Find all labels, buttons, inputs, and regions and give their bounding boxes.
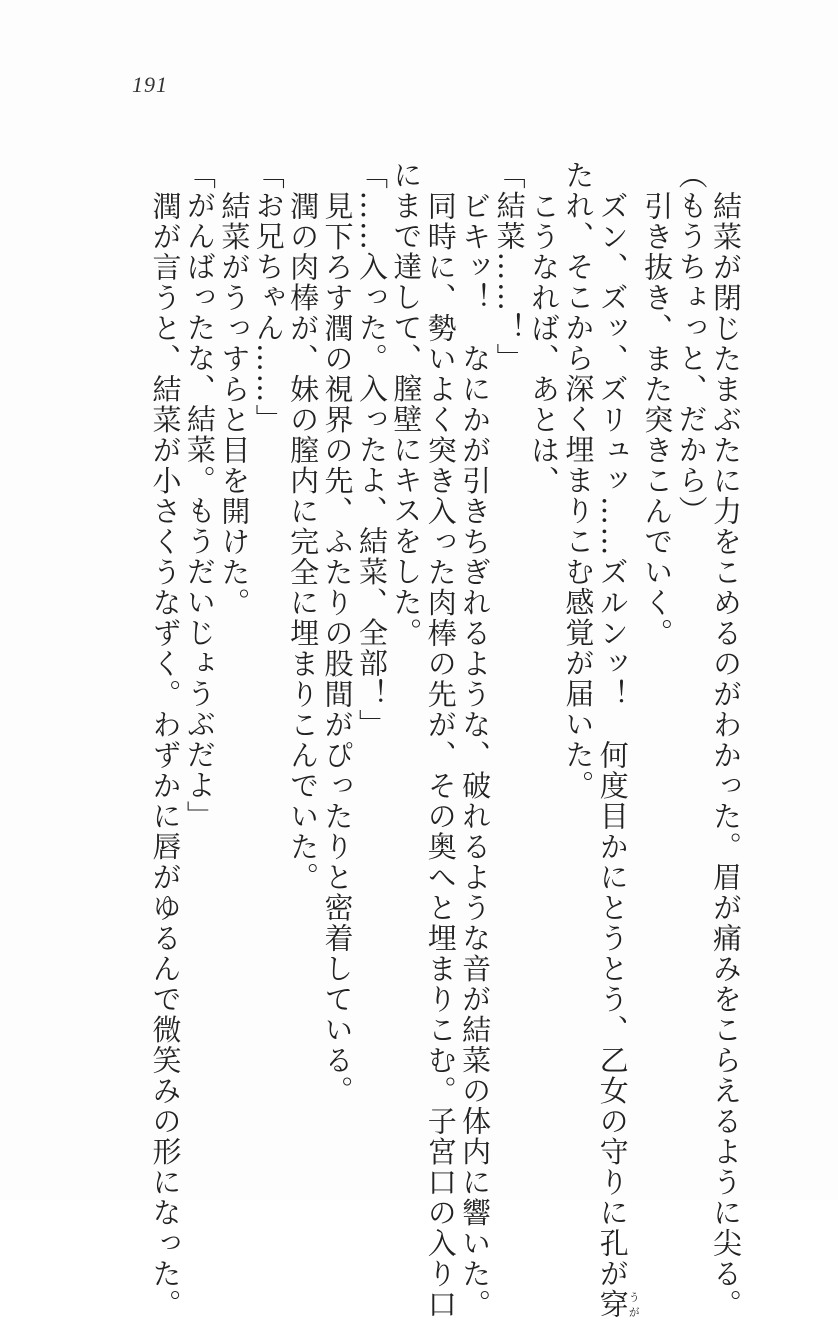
text-line: にまで達して、膣壁にキスをした。: [389, 160, 424, 648]
text-line: 結菜が閉じたまぶたに力をこめるのがわかった。眉が痛みをこらえるように尖る。: [709, 191, 743, 1320]
text-line: ビキッ！ なにかが引きちぎれるような、破れるような音が結菜の体内に響いた。: [458, 191, 493, 1320]
ruby-annotation: 穿うが: [595, 1289, 641, 1320]
text-line: 潤の肉棒が、妹の膣内に完全に埋まりこんでいた。: [286, 191, 321, 893]
text-line: 引き抜き、また突きこんでいく。: [640, 191, 675, 649]
text-line: 「お兄ちゃん……」: [251, 160, 286, 435]
text-line: 「……入った。入ったよ、結菜、全部！」: [354, 160, 389, 740]
text-line: 「結菜……！」: [492, 160, 527, 374]
text-line: たれ、そこから深く埋まりこむ感覚が届いた。: [561, 160, 596, 801]
text-line: 見下ろす潤の視界の先、ふたりの股間がぴったりと密着している。: [320, 191, 355, 1106]
text-line: 「がんばったな、結菜。もうだいじょうぶだよ」: [182, 160, 217, 831]
page-number: 191: [132, 72, 168, 97]
text-line: 結菜がうっすらと目を開けた。: [217, 191, 252, 618]
body-text: [148, 160, 743, 1320]
text-line: 潤が言うと、結菜が小さくうなずく。わずかに唇がゆるんで微笑みの形になった。: [148, 191, 183, 1320]
text-line: （もうちょっと、だから）: [674, 160, 709, 526]
text-line: ズン、ズッ、ズリュッ……ズルンッ！ 何度目かにとうとう、乙女の守りに孔が穿うが: [595, 191, 641, 1320]
text-line: こうなれば、あとは、: [526, 191, 561, 496]
text-line: 同時に、勢いよく突き入った肉棒の先が、その奥へと埋まりこむ。子宮口の入り口: [423, 191, 458, 1320]
